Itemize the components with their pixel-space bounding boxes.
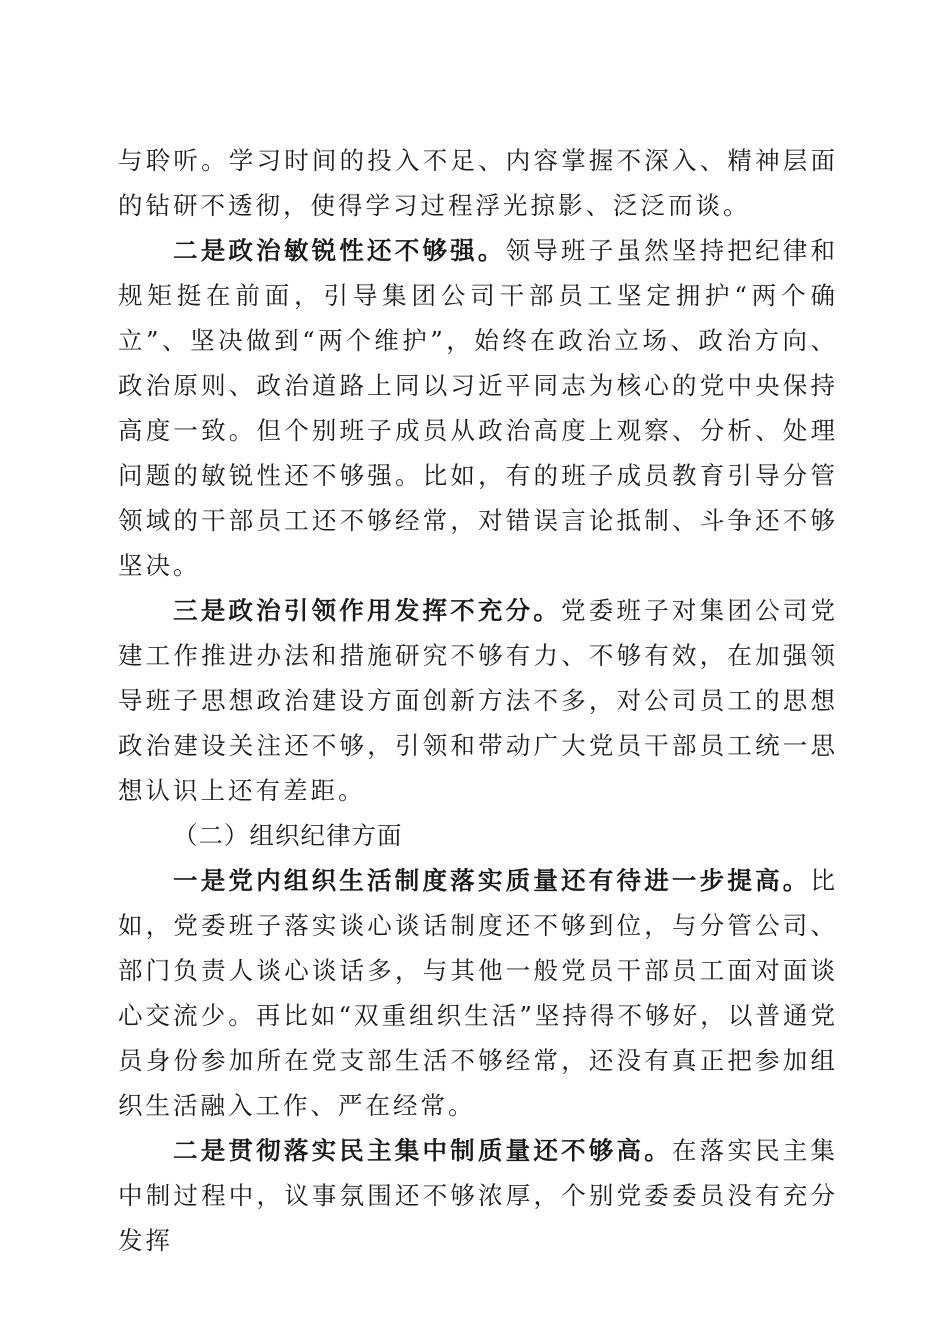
- paragraph-continuation: [118, 138, 838, 228]
- paragraph-text: 比如，党委班子落实谈心谈话制度还不够到位，与分管公司、部门负责人谈心谈话多，与其他一般党员干部员工面对面谈心交流少。再比如“双重组织生活”坚持得不够好，以普通党员身份参加所在党支部生活不够经常，还没有真正把参加组织生活融入工作、严在经常。: [118, 866, 838, 1120]
- paragraph-lead: 二是政治敏锐性还不够强。: [173, 236, 506, 265]
- paragraph-democratic-centralism: [118, 1128, 838, 1263]
- paragraph-organizational-life: [118, 858, 838, 1128]
- document-body: [118, 138, 838, 1263]
- paragraph-lead: 一是党内组织生活制度落实质量还有待进一步提高。: [173, 866, 811, 895]
- paragraph-text: 党委班子对集团公司党建工作推进办法和措施研究不够有力、不够有效，在加强领导班子思想政治建设方面创新方法不多，对公司员工的思想政治建设关注还不够，引领和带动广大党员干部员工统一思想认识上还有差距。: [118, 596, 839, 805]
- section-heading: （二）组织纪律方面: [173, 821, 403, 850]
- paragraph-text: 领导班子虽然坚持把纪律和规矩挺在前面，引导集团公司干部员工坚定拥护“两个确立”、坚决做到“两个维护”，始终在政治立场、政治方向、政治原则、政治道路上同以习近平同志为核心的党中央保持高度一致。但个别班子成员从政治高度上观察、分析、处理问题的敏锐性还不够强。比如，有的班子成员教育引导分管领域的干部员工还不够经常，对错误言论抵制、斗争还不够坚决。: [118, 236, 838, 580]
- paragraph-lead: 三是政治引领作用发挥不充分。: [173, 596, 562, 625]
- paragraph-text: 与聆听。学习时间的投入不足、内容掌握不深入、精神层面的钻研不透彻，使得学习过程浮光掠影、泛泛而谈。: [118, 146, 838, 220]
- paragraph-political-leadership: [118, 588, 838, 813]
- paragraph-political-sensitivity: [118, 228, 838, 588]
- paragraph-lead: 二是贯彻落实民主集中制质量还不够高。: [173, 1136, 672, 1165]
- paragraph-text: 在落实民主集中制过程中，议事氛围还不够浓厚，个别党委委员没有充分发挥: [118, 1136, 839, 1255]
